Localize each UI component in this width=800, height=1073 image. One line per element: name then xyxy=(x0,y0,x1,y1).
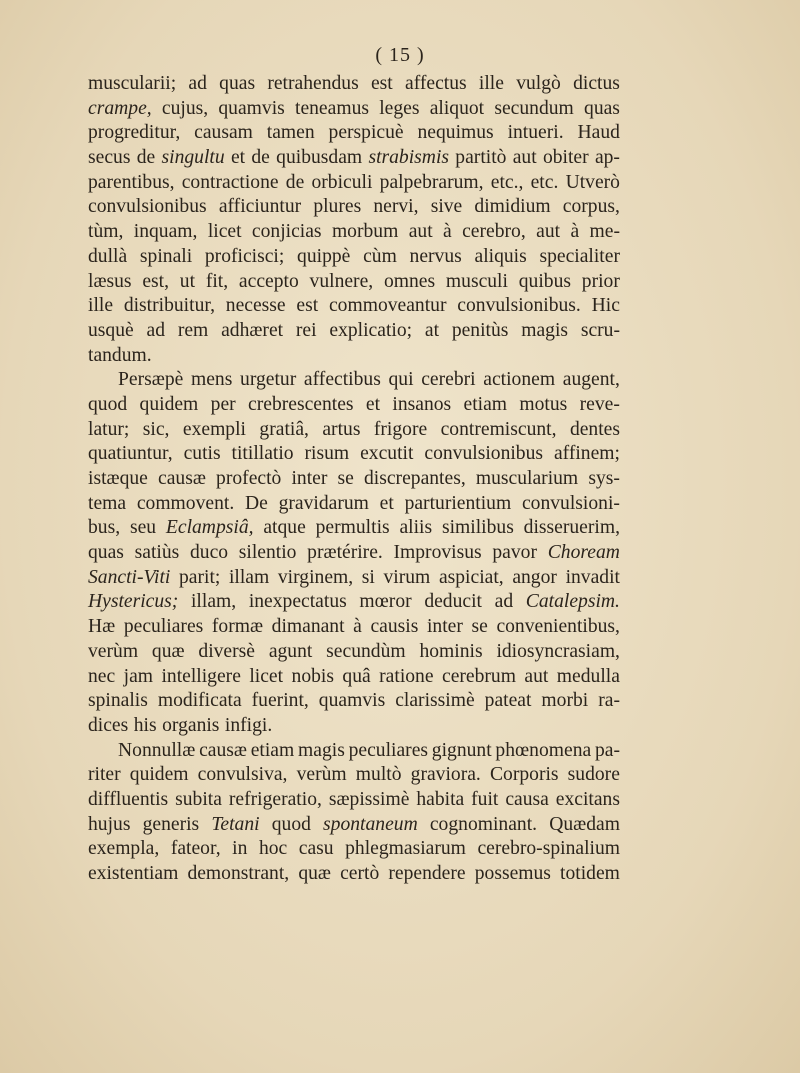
word: licet xyxy=(207,221,242,243)
word: ratione xyxy=(379,665,434,687)
word: Hic xyxy=(591,295,620,317)
word: aliquot xyxy=(429,97,485,119)
word: licet xyxy=(249,665,284,687)
word: Catalepsim. xyxy=(525,591,620,613)
word: gignunt xyxy=(431,739,492,761)
word: aut xyxy=(408,221,433,243)
text-line xyxy=(88,97,620,122)
word: fateor, xyxy=(170,838,221,860)
text-line xyxy=(88,245,620,270)
word: et xyxy=(230,147,246,169)
word: Corporis xyxy=(489,764,559,786)
word: accepto xyxy=(238,270,299,292)
word: dices xyxy=(88,714,129,736)
word: tandum. xyxy=(88,344,152,366)
word: Utverò xyxy=(565,171,620,193)
word: Persæpè xyxy=(118,369,184,391)
word: est xyxy=(296,295,319,317)
word: quas xyxy=(584,97,620,119)
text-line xyxy=(88,442,620,467)
word: similibus xyxy=(441,517,514,539)
word: bus, xyxy=(88,517,121,539)
text-line xyxy=(88,640,620,665)
word: reve- xyxy=(579,393,620,415)
word: convulsiva, xyxy=(197,764,288,786)
word: sic, xyxy=(142,418,170,440)
word: ad xyxy=(146,319,166,341)
word: est xyxy=(370,73,393,94)
word: intelligere xyxy=(161,665,241,687)
word: perspicuè xyxy=(328,122,404,144)
word: risum xyxy=(304,443,350,465)
word: quod xyxy=(88,393,128,415)
word: cerebrum xyxy=(442,665,516,687)
word: afficiuntur xyxy=(218,196,302,218)
word: artus xyxy=(322,418,361,440)
word: pavor xyxy=(492,542,537,564)
word: corpus, xyxy=(562,196,620,218)
paragraph xyxy=(88,72,620,368)
text-line xyxy=(88,665,620,690)
word: seu xyxy=(129,517,157,539)
word: excitans xyxy=(555,788,620,810)
word: hujus xyxy=(88,813,131,835)
word: crampe, xyxy=(88,97,152,119)
word: convulsionibus xyxy=(88,196,207,218)
word: quod xyxy=(271,813,311,835)
text-line xyxy=(88,566,620,591)
word: aut xyxy=(524,665,549,687)
word: dullà xyxy=(88,245,128,267)
word: partitò xyxy=(455,147,507,169)
word: gratiâ, xyxy=(259,418,309,440)
word: istæque xyxy=(88,468,148,489)
word: aliis xyxy=(399,517,433,539)
word: nec xyxy=(88,665,116,687)
word: mœror xyxy=(359,591,412,613)
word: aliquis xyxy=(474,245,527,267)
word: spinalis xyxy=(88,690,148,712)
word: discrepantes, xyxy=(363,468,466,489)
word: commoveantur xyxy=(328,295,447,317)
text-line xyxy=(88,270,620,295)
word: prætérire. xyxy=(307,542,383,564)
word: habita xyxy=(416,788,465,810)
text-line xyxy=(88,319,620,344)
word: angor xyxy=(512,566,557,588)
word: profectò xyxy=(216,468,282,489)
word: quas xyxy=(219,73,256,94)
word: si xyxy=(361,566,375,588)
word: à xyxy=(443,221,452,243)
word: dictus xyxy=(573,73,620,94)
word: leges xyxy=(379,97,420,119)
word: augent, xyxy=(562,369,620,391)
text-line xyxy=(88,195,620,220)
word: spontaneum xyxy=(323,813,418,835)
word: verùm xyxy=(88,640,139,662)
word: nequimus xyxy=(417,122,494,144)
word: totidem xyxy=(560,863,620,884)
word: hoc xyxy=(258,838,288,860)
word: Sancti-Viti xyxy=(88,566,171,588)
word: necesse xyxy=(225,295,286,317)
word: etiam xyxy=(250,739,295,761)
text-line xyxy=(88,146,620,171)
text-line xyxy=(88,516,620,541)
word: se xyxy=(471,616,488,638)
text-line xyxy=(88,590,620,615)
word: scru- xyxy=(580,319,620,341)
word: rem xyxy=(177,319,209,341)
word: causis xyxy=(370,616,419,638)
paragraph xyxy=(88,368,620,738)
text-line xyxy=(88,739,620,764)
word: subita xyxy=(175,788,222,810)
word: graviora. xyxy=(410,764,481,786)
word: invadit xyxy=(565,566,620,588)
word: frigore xyxy=(373,418,428,440)
word: secundum xyxy=(494,97,574,119)
word: illam, xyxy=(190,591,237,613)
word: virum xyxy=(383,566,431,588)
word: magis xyxy=(521,319,569,341)
word: aut xyxy=(512,147,537,169)
word: peculiares xyxy=(348,739,429,761)
word: Nonnullæ xyxy=(118,739,196,761)
word: convulsionibus. xyxy=(457,295,581,317)
word: ad xyxy=(494,591,514,613)
word: musculi xyxy=(445,270,508,292)
word: palpebrarum, xyxy=(379,171,484,193)
word: existentiam xyxy=(88,863,179,884)
word: quæ xyxy=(298,863,331,884)
text-block xyxy=(88,72,620,887)
word: causæ xyxy=(158,468,206,489)
word: conjicias xyxy=(251,221,322,243)
word: titillatio xyxy=(231,443,294,465)
word: etc., xyxy=(490,171,524,193)
word: parit; xyxy=(178,566,221,588)
word: certò xyxy=(340,863,380,884)
word: spinali xyxy=(139,245,193,267)
word: diversè xyxy=(198,640,255,662)
word: generis xyxy=(142,813,200,835)
word: inter xyxy=(426,616,463,638)
word: quas xyxy=(88,542,124,564)
word: mens xyxy=(190,369,233,391)
word: etiam xyxy=(463,393,508,415)
text-line xyxy=(88,837,620,862)
word: quæ xyxy=(151,640,185,662)
word: sys- xyxy=(588,468,620,489)
word: singultu xyxy=(161,147,225,169)
text-line xyxy=(88,492,620,517)
word: qui xyxy=(388,369,414,391)
word: satiùs xyxy=(134,542,180,564)
word: explicatio; xyxy=(329,319,413,341)
word: phœnomena xyxy=(495,739,592,761)
word: et xyxy=(379,492,394,514)
text-line xyxy=(88,862,620,887)
word: ille xyxy=(478,73,504,94)
word: convulsionibus xyxy=(424,443,544,465)
word: parturientium xyxy=(404,492,512,514)
text-line xyxy=(88,763,620,788)
word: aut xyxy=(536,221,561,243)
word: atque xyxy=(263,517,306,539)
word: teneamus xyxy=(295,97,369,119)
word: demonstrant, xyxy=(187,863,290,884)
word: tema xyxy=(88,492,127,514)
word: sæpissimè xyxy=(328,788,410,810)
word: excutit xyxy=(360,443,414,465)
word: pateat xyxy=(484,690,532,712)
word: duco xyxy=(189,542,229,564)
text-line xyxy=(88,344,620,369)
text-line xyxy=(88,467,620,492)
word: quidem xyxy=(129,764,189,786)
word: idiosyncrasiam, xyxy=(496,640,620,662)
word: gravidarum xyxy=(278,492,369,514)
word: de xyxy=(285,171,305,193)
word: vulnere, xyxy=(309,270,374,292)
word: et xyxy=(365,393,381,415)
word: quibus xyxy=(518,270,571,292)
word: pa- xyxy=(594,739,620,761)
word: insanos xyxy=(392,393,452,415)
word: quamvis xyxy=(318,690,386,712)
word: convulsioni- xyxy=(521,492,620,514)
word: muscularium xyxy=(475,468,579,489)
word: de xyxy=(251,147,270,169)
word: in xyxy=(232,838,248,860)
word: ille xyxy=(88,295,114,317)
word: motus xyxy=(519,393,568,415)
word: riter xyxy=(88,764,121,786)
word: casu xyxy=(298,838,334,860)
word: sudore xyxy=(567,764,620,786)
word: contractione xyxy=(181,171,279,193)
word: Tetani xyxy=(211,813,260,835)
word: agunt xyxy=(268,640,313,662)
word: de xyxy=(136,147,156,169)
word: affinem; xyxy=(553,443,620,465)
word: fuit xyxy=(471,788,499,810)
word: à xyxy=(353,616,362,638)
word: nobis xyxy=(291,665,334,687)
word: ra- xyxy=(598,690,620,712)
word: Haud xyxy=(577,122,620,144)
text-line xyxy=(88,689,620,714)
word: nervus xyxy=(409,245,462,267)
text-line xyxy=(88,541,620,566)
word: secus xyxy=(88,147,131,169)
word: quibusdam xyxy=(276,147,363,169)
word: De xyxy=(244,492,268,514)
word: cognominant. xyxy=(429,813,538,835)
word: cerebri xyxy=(421,369,476,391)
word: urgetur xyxy=(240,369,297,391)
text-line xyxy=(88,615,620,640)
word: rependere xyxy=(388,863,466,884)
word: orbiculi xyxy=(311,171,373,193)
word: causæ xyxy=(199,739,247,761)
word: fuerint, xyxy=(251,690,309,712)
word: quamvis xyxy=(218,97,285,119)
text-line xyxy=(88,418,620,443)
text-line xyxy=(88,72,620,97)
word: tùm, xyxy=(88,221,124,243)
word: disseruerim, xyxy=(523,517,620,539)
word: causa xyxy=(505,788,549,810)
word: parentibus, xyxy=(88,171,175,193)
word: cerebro, xyxy=(462,221,526,243)
word: ap- xyxy=(594,147,620,169)
text-line xyxy=(88,368,620,393)
word: fit, xyxy=(205,270,229,292)
word: quâ xyxy=(342,665,371,687)
word: silentio xyxy=(238,542,297,564)
word: virginem, xyxy=(277,566,354,588)
text-line xyxy=(88,121,620,146)
word: modificata xyxy=(157,690,242,712)
word: hominis xyxy=(419,640,483,662)
word: Choream xyxy=(547,542,620,564)
word: est, xyxy=(142,270,170,292)
text-line xyxy=(88,714,620,739)
word: ut xyxy=(179,270,196,292)
word: Improvisus xyxy=(393,542,482,564)
word: proficisci; xyxy=(204,245,285,267)
word: cùm xyxy=(363,245,397,267)
word: aspiciat, xyxy=(438,566,504,588)
text-line xyxy=(88,294,620,319)
word: commovent. xyxy=(136,492,235,514)
word: retrahendus xyxy=(267,73,359,94)
word: cerebro-spinalium xyxy=(477,838,620,860)
word: quatiuntur, xyxy=(88,443,173,465)
word: exempli xyxy=(182,418,246,440)
word: magis xyxy=(298,739,345,761)
text-line xyxy=(88,171,620,196)
word: crebrescentes xyxy=(248,393,354,415)
word: causam xyxy=(194,122,253,144)
word: formæ xyxy=(211,616,264,638)
word: læsus xyxy=(88,270,132,292)
word: infigi. xyxy=(224,714,273,736)
word: tamen xyxy=(266,122,315,144)
word: etc. xyxy=(530,171,559,193)
word: penitùs xyxy=(451,319,509,341)
word: latur; xyxy=(88,418,130,440)
word: à xyxy=(570,221,580,243)
word: exempla, xyxy=(88,838,160,860)
word: refrigeratio, xyxy=(228,788,322,810)
word: adhæret xyxy=(221,319,284,341)
word: quippè xyxy=(297,245,351,267)
word: omnes xyxy=(383,270,436,292)
word: progreditur, xyxy=(88,122,181,144)
text-line xyxy=(88,220,620,245)
word: affectus xyxy=(405,73,467,94)
word: his xyxy=(133,714,157,736)
word: obiter xyxy=(542,147,589,169)
word: clarissimè xyxy=(395,690,475,712)
word: ad xyxy=(188,73,207,94)
text-line xyxy=(88,788,620,813)
word: quidem xyxy=(139,393,199,415)
word: diffluentis xyxy=(88,788,169,810)
word: cujus, xyxy=(161,97,209,119)
word: muscularii; xyxy=(88,73,177,94)
word: usquè xyxy=(88,319,134,341)
word: affectibus xyxy=(303,369,381,391)
page-number: ( 15 ) xyxy=(375,44,425,66)
word: at xyxy=(424,319,440,341)
word: secundùm xyxy=(326,640,406,662)
word: phlegmasiarum xyxy=(345,838,466,860)
word: me- xyxy=(589,221,620,243)
word: plures xyxy=(313,196,362,218)
word: actionem xyxy=(483,369,556,391)
word: strabismis xyxy=(368,147,450,169)
word: Hæ xyxy=(88,616,116,638)
word: multò xyxy=(355,764,402,786)
word: dentes xyxy=(569,418,620,440)
word: medulla xyxy=(556,665,620,687)
word: se xyxy=(337,468,354,489)
word: Quædam xyxy=(549,813,620,835)
word: distribuitur, xyxy=(123,295,216,317)
text-line xyxy=(88,813,620,838)
word: per xyxy=(210,393,236,415)
word: possemus xyxy=(474,863,551,884)
word: inquam, xyxy=(133,221,198,243)
word: sive xyxy=(430,196,463,218)
word: specialiter xyxy=(539,245,620,267)
word: Eclampsiâ, xyxy=(165,517,254,539)
word: permultis xyxy=(315,517,390,539)
word: contremiscunt, xyxy=(440,418,557,440)
word: dimanant xyxy=(271,616,345,638)
word: verùm xyxy=(296,764,347,786)
word: Hystericus; xyxy=(88,591,179,613)
word: dimidium xyxy=(474,196,551,218)
word: prior xyxy=(581,270,620,292)
word: jam xyxy=(123,665,154,687)
word: intueri. xyxy=(507,122,564,144)
word: cutis xyxy=(183,443,221,465)
word: inexpectatus xyxy=(248,591,347,613)
word: illam xyxy=(228,566,270,588)
word: peculiares xyxy=(123,616,204,638)
word: organis xyxy=(162,714,220,736)
word: convenientibus, xyxy=(496,616,620,638)
word: vulgò xyxy=(516,73,561,94)
word: morbi xyxy=(541,690,589,712)
paragraph xyxy=(88,739,620,887)
text-line xyxy=(88,393,620,418)
word: deducit xyxy=(424,591,482,613)
word: morbum xyxy=(331,221,399,243)
word: rei xyxy=(295,319,317,341)
word: inter xyxy=(291,468,328,489)
word: nervi, xyxy=(373,196,419,218)
